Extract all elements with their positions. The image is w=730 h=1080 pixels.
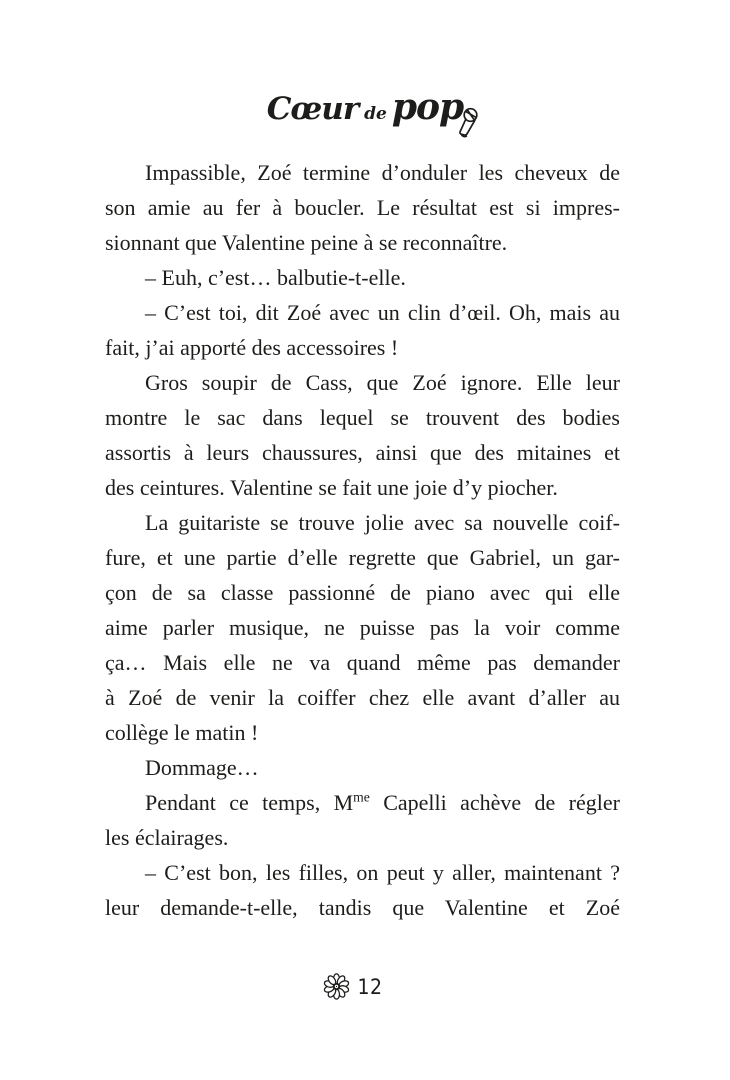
text-line: montre le sac dans lequel se trouvent des bodies (105, 405, 620, 430)
text-line: La guitariste se trouve jolie avec sa nouvelle coif- (145, 510, 620, 535)
text-line: son amie au fer à boucler. Le résultat est si impres- (105, 195, 620, 220)
text-line: – Euh, c’est… balbutie-t-elle. (145, 265, 406, 290)
text-line: des ceintures. Valentine se fait une joie d’y piocher. (105, 475, 558, 500)
text-line: les éclairages. (105, 825, 229, 850)
paragraph (105, 295, 620, 365)
page-footer (0, 973, 718, 1000)
paragraph (105, 155, 620, 260)
page-body (105, 155, 620, 925)
paragraph (105, 855, 620, 925)
paragraph (105, 365, 620, 505)
logo-word-pop: pop (391, 86, 464, 128)
text-line: Pendant ce temps, $M^{me}$ Capelli achève de régler (145, 789, 620, 815)
text-line: à Zoé de venir la coiffer chez elle avant d’aller au (105, 685, 620, 710)
chapter-header (0, 86, 730, 128)
page-number: 12 (357, 974, 383, 999)
paragraph (105, 260, 620, 295)
logo-word-de: de (364, 104, 387, 124)
paragraph (105, 785, 620, 855)
text-line: assortis à leurs chaussures, ainsi que des mitaines et (105, 440, 620, 465)
text-line: aime parler musique, ne puisse pas la voir comme (105, 615, 620, 640)
text-line: – C’est toi, dit Zoé avec un clin d’œil. Oh, mais au (145, 300, 620, 325)
text-line: ça… Mais elle ne va quand même pas demander (105, 650, 620, 675)
text-line: fait, j’ai apporté des accessoires ! (105, 335, 399, 360)
text-line: Impassible, Zoé termine d’onduler les cheveux de (145, 160, 620, 185)
paragraph (105, 750, 620, 785)
text-line: fure, et une partie d’elle regrette que Gabriel, un gar- (105, 545, 620, 570)
text-line: – C’est bon, les filles, on peut y aller, maintenant ? (145, 860, 620, 885)
paragraph (105, 505, 620, 750)
text-line: Gros soupir de Cass, que Zoé ignore. Elle leur (145, 370, 620, 395)
flower-icon (323, 973, 350, 1000)
text-line: sionnant que Valentine peine à se reconnaître. (105, 230, 508, 255)
text-line: Dommage… (145, 755, 259, 780)
text-line: çon de sa classe passionné de piano avec qui elle (105, 580, 620, 605)
text-line: collège le matin ! (105, 720, 259, 745)
text-line: leur demande-t-elle, tandis que Valentine et Zoé (105, 895, 620, 920)
logo-word-coeur: Cœur (266, 91, 359, 127)
